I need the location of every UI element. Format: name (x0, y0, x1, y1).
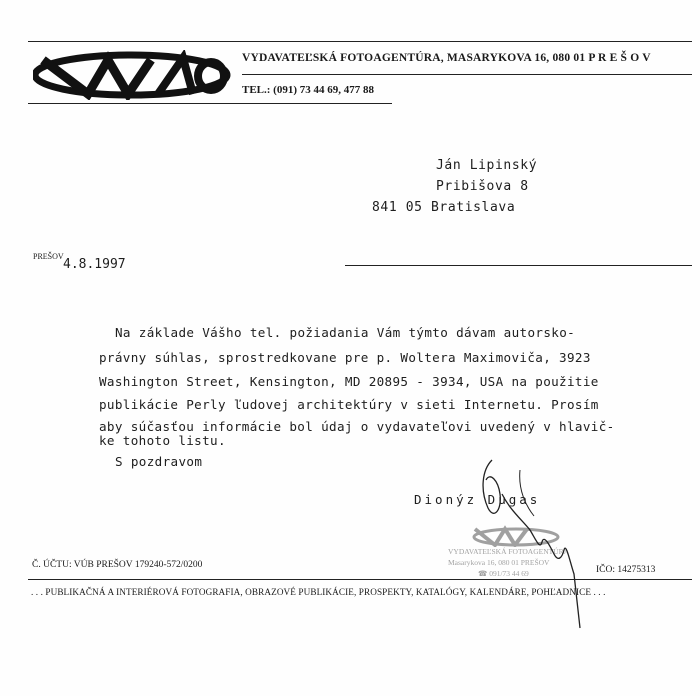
body-line-5: aby súčasťou informácie bol údaj o vydavateľovi uvedený v hlavič- (99, 419, 615, 434)
footer-rule (28, 579, 692, 580)
header-bottom-rule (28, 103, 392, 104)
signatory-name: Dionýz Dugas (414, 492, 541, 507)
stamp-line-2: Masarykova 16, 080 01 PREŠOV (448, 558, 550, 567)
company-address: VYDAVATEĽSKÁ FOTOAGENTÚRA, MASARYKOVA 16, 080 01 P R E Š O V (242, 52, 651, 64)
bank-account: Č. ÚČTU: VÚB PREŠOV 179240-572/0200 (32, 560, 203, 570)
recipient-name: Ján Lipinský (436, 158, 538, 173)
place-label: PREŠOV (33, 252, 64, 261)
header-mid-rule (242, 74, 692, 75)
stamp-line-3: ☎ 091/73 44 69 (478, 569, 529, 578)
recipient-city: 841 05 Bratislava (372, 200, 516, 215)
dino-logo (33, 50, 233, 100)
letter-date: 4.8.1997 (63, 257, 126, 272)
body-line-1: Na základe Vášho tel. požiadania Vám týmto dávam autorsko- (115, 325, 576, 340)
handwritten-signature (470, 450, 590, 630)
company-ico: IČO: 14275313 (596, 565, 656, 575)
services-line: . . . PUBLIKAČNÁ A INTERIÉROVÁ FOTOGRAFIA, OBRAZOVÉ PUBLIKÁCIE, PROSPEKTY, KATALÓGY, KALENDÁRE, POHĽADNICE . . . (31, 587, 606, 597)
date-rule (345, 265, 692, 266)
stamp-line-1: VYDAVATEĽSKÁ FOTOAGENTÚRA (448, 547, 570, 556)
body-line-2: právny súhlas, sprostredkovane pre p. Woltera Maximoviča, 3923 (99, 350, 591, 365)
body-line-3: Washington Street, Kensington, MD 20895 - 3934, USA na použitie (99, 374, 599, 389)
closing: S pozdravom (115, 454, 203, 469)
header-top-rule (28, 41, 692, 42)
body-line-4: publikácie Perly ľudovej architektúry v sieti Internetu. Prosím (99, 397, 599, 412)
recipient-street: Pribišova 8 (436, 179, 529, 194)
body-line-6: ke tohoto listu. (99, 433, 226, 448)
company-phone: TEL.: (091) 73 44 69, 477 88 (242, 84, 374, 96)
